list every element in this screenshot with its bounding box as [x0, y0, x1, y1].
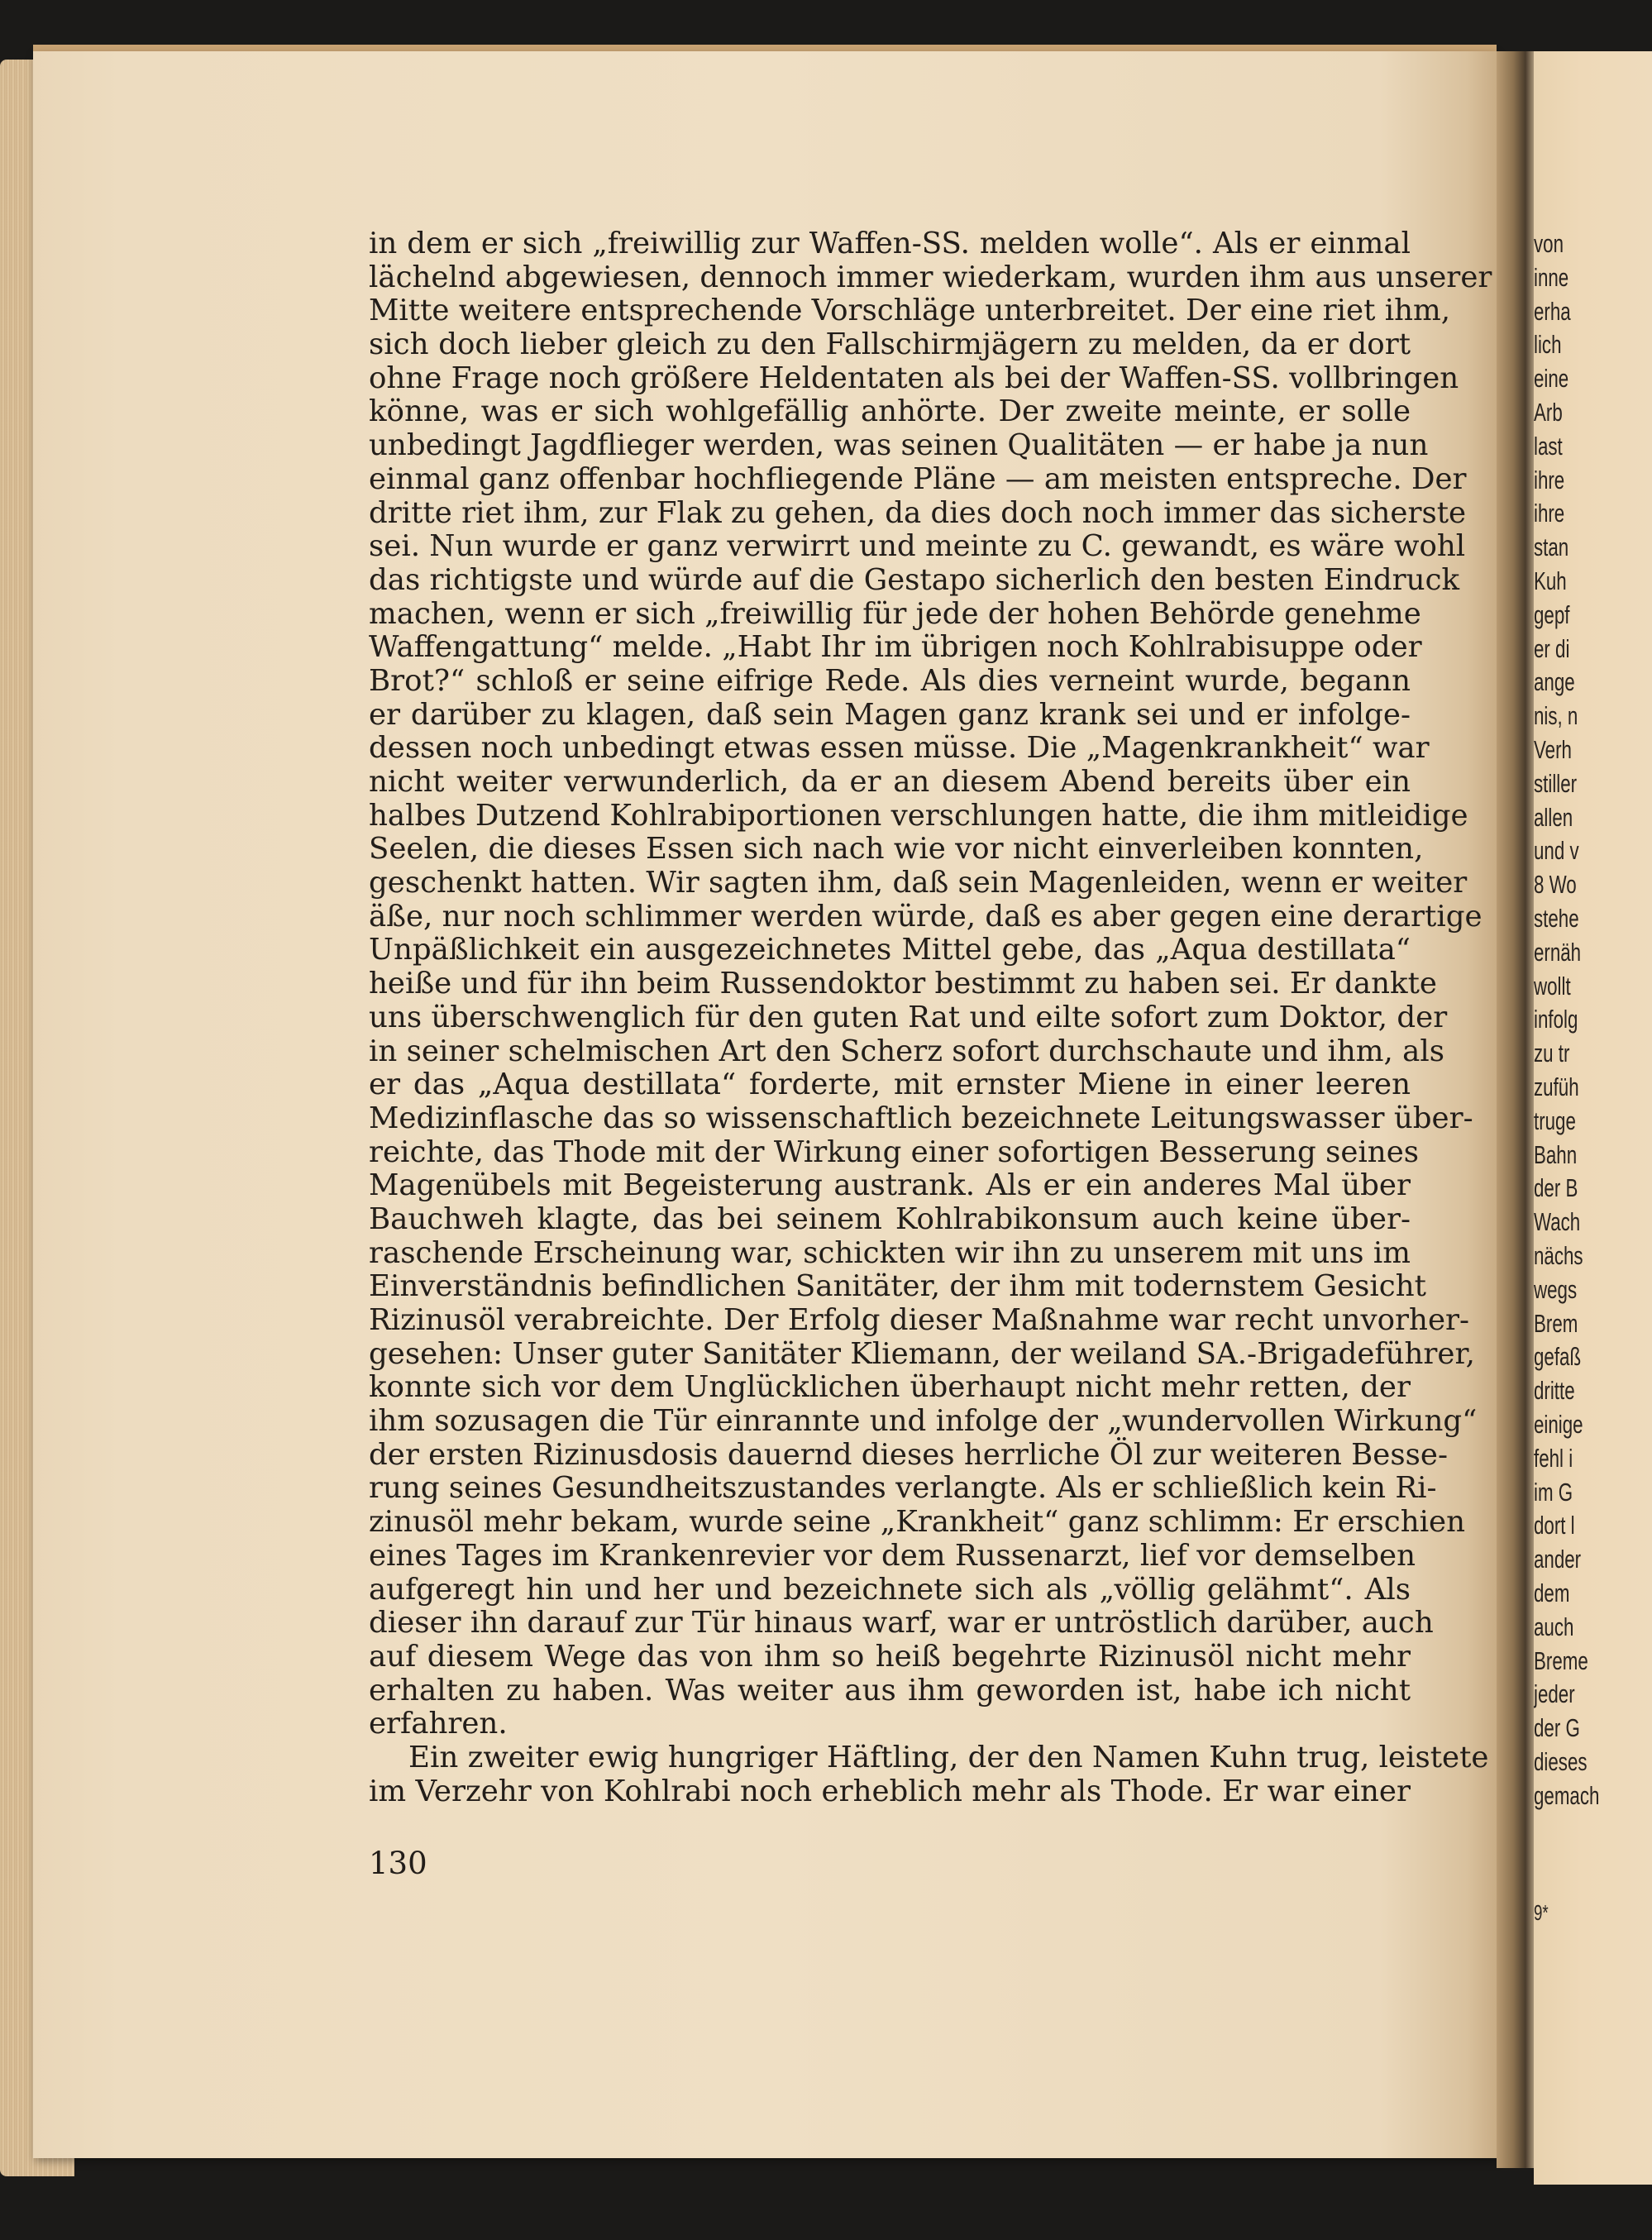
text-line: zinusöl mehr bekam, wurde seine „Krankheit“ ganz schlimm: Er erschien	[369, 1505, 1465, 1540]
text-line: in seiner schelmischen Art den Scherz sofort durchschaute und ihm, als	[369, 1034, 1444, 1068]
text-line: äße, nur noch schlimmer werden würde, daß es aber gegen eine derartige	[369, 899, 1483, 934]
text-line: ihm sozusagen die Tür einrannte und infolge der „wundervollen Wirkung“	[369, 1404, 1478, 1439]
text-line: im Verzehr von Kohlrabi noch erheblich mehr als Thode. Er war einer	[369, 1774, 1411, 1808]
right-page-line-fragment: einige	[1534, 1410, 1583, 1439]
right-page-line-fragment: gepf	[1534, 599, 1570, 629]
text-line: konnte sich vor dem Unglücklichen überhaupt nicht mehr retten, der	[369, 1370, 1411, 1405]
text-line: sei. Nun wurde er ganz verwirrt und meinte zu C. gewandt, es wäre wohl	[369, 529, 1466, 564]
text-line: einmal ganz offenbar hochfliegende Pläne — am meisten entspreche. Der	[369, 461, 1467, 496]
right-page-line-fragment: er di	[1534, 633, 1570, 663]
right-page-line-fragment: ander	[1534, 1545, 1582, 1574]
text-line: er darüber zu klagen, daß sein Magen ganz krank sei und er infolge-	[369, 697, 1411, 732]
right-page-line-fragment: gefaß	[1534, 1342, 1582, 1372]
right-page-line-fragment: Verh	[1534, 735, 1572, 764]
text-line: auf diesem Wege das von ihm so heiß begehrte Rizinusöl nicht mehr	[369, 1639, 1411, 1674]
right-page-line-fragment: auch	[1534, 1612, 1574, 1641]
right-page-line-fragment: dem	[1534, 1579, 1570, 1607]
right-page-line-fragment: fehl i	[1534, 1443, 1573, 1473]
text-line: aufgeregt hin und her und bezeichnete sich als „völlig gelähmt“. Als	[369, 1572, 1411, 1607]
text-line: könne, was er sich wohlgefällig anhörte. Der zweite meinte, er solle	[369, 394, 1411, 429]
text-line: er das „Aqua destillata“ forderte, mit ernster Miene in einer leeren	[369, 1067, 1411, 1102]
right-page-line-fragment: jeder	[1534, 1679, 1575, 1709]
text-line: dessen noch unbedingt etwas essen müsse. Die „Magenkrankheit“ war	[369, 731, 1430, 766]
text-line: dritte riet ihm, zur Flak zu gehen, da dies doch noch immer das sicherste	[369, 495, 1467, 530]
right-page-line-fragment: Arb	[1534, 398, 1563, 427]
right-page-line-fragment: dort l	[1534, 1511, 1575, 1540]
text-line: Brot?“ schloß er seine eifrige Rede. Als dies verneint wurde, begann	[369, 663, 1411, 698]
text-line: heiße und für ihn beim Russendoktor bestimmt zu haben sei. Er dankte	[369, 967, 1437, 1001]
right-page-line-fragment: Breme	[1534, 1645, 1588, 1675]
right-page-line-fragment: Kuh	[1534, 566, 1567, 595]
text-line: eines Tages im Krankenrevier vor dem Russenarzt, lief vor demselben	[369, 1538, 1416, 1573]
right-page-line-fragment: Wach	[1534, 1207, 1581, 1237]
text-line: dieser ihn darauf zur Tür hinaus warf, war er untröstlich darüber, auch	[369, 1606, 1434, 1641]
right-page-line-fragment: stiller	[1534, 768, 1578, 798]
right-page-line-fragment: nis, n	[1534, 701, 1578, 731]
right-page-fragment	[1534, 51, 1652, 2185]
text-line: der ersten Rizinusdosis dauernd dieses herrliche Öl zur weiteren Besse-	[369, 1437, 1448, 1472]
right-page-line-fragment: truge	[1534, 1106, 1576, 1135]
text-line: sich doch lieber gleich zu den Fallschirmjägern zu melden, da er dort	[369, 327, 1411, 362]
right-page-line-fragment: allen	[1534, 802, 1573, 832]
text-line: reichte, das Thode mit der Wirkung einer sofortigen Besserung seines	[369, 1134, 1420, 1169]
right-page-line-fragment: der B	[1534, 1173, 1578, 1203]
text-line: raschende Erscheinung war, schickten wir ihn zu unserem mit uns im	[369, 1235, 1411, 1270]
text-line: Magenübels mit Begeisterung austrank. Als er ein anderes Mal über	[369, 1168, 1411, 1203]
right-page-line-fragment: nächs	[1534, 1241, 1583, 1270]
text-line: machen, wenn er sich „freiwillig für jede der hohen Behörde genehme	[369, 596, 1421, 631]
right-page-line-fragment: zufüh	[1534, 1072, 1579, 1101]
text-line: Unpäßlichkeit ein ausgezeichnetes Mittel gebe, das „Aqua destillata“	[369, 933, 1411, 967]
text-line: Bauchweh klagte, das bei seinem Kohlrabikonsum auch keine über-	[369, 1201, 1411, 1236]
text-line: Seelen, die dieses Essen sich nach wie vor nicht einverleiben konnten,	[369, 832, 1424, 867]
right-page-line-fragment: inne	[1534, 262, 1569, 292]
page-number: 130	[369, 1846, 427, 1881]
text-line: geschenkt hatten. Wir sagten ihm, daß sein Magenleiden, wenn er weiter	[369, 866, 1468, 900]
text-line: ohne Frage noch größere Heldentaten als bei der Waffen-SS. vollbringen	[369, 361, 1459, 395]
text-line: Waffengattung“ melde. „Habt Ihr im übrigen noch Kohlrabisuppe oder	[369, 630, 1422, 665]
right-page-line-fragment: der G	[1534, 1713, 1580, 1743]
right-page-line-fragment: Brem	[1534, 1308, 1578, 1338]
right-page-line-fragment: zu tr	[1534, 1039, 1570, 1068]
right-page-line-fragment: und v	[1534, 836, 1579, 866]
right-page-line-fragment: lich	[1534, 330, 1562, 360]
text-line: lächelnd abgewiesen, dennoch immer wiederkam, wurden ihm aus unserer	[369, 260, 1492, 294]
right-page-line-fragment: von	[1534, 229, 1564, 258]
right-page-line-fragment: wegs	[1534, 1274, 1578, 1304]
text-line: rung seines Gesundheitszustandes verlangte. Als er schließlich kein Ri-	[369, 1471, 1437, 1506]
text-line: Ein zweiter ewig hungriger Häftling, der den Namen Kuhn trug, leistete	[408, 1740, 1489, 1774]
right-page-line-fragment: dritte	[1534, 1376, 1575, 1406]
text-line: uns überschwenglich für den guten Rat und eilte sofort zum Doktor, der	[369, 1000, 1448, 1034]
right-page-line-fragment: ihre	[1534, 499, 1565, 528]
text-line: Medizinflasche das so wissenschaftlich bezeichnete Leitungswasser über-	[369, 1101, 1473, 1135]
text-line: erfahren.	[369, 1707, 508, 1741]
right-page-line-fragment: im G	[1534, 1477, 1573, 1507]
text-line: Rizinusöl verabreichte. Der Erfolg dieser Maßnahme war recht unvorher-	[369, 1303, 1470, 1337]
right-page-line-fragment: ihre	[1534, 465, 1565, 494]
right-page-line-fragment: ernäh	[1534, 937, 1582, 967]
right-page-line-fragment: 8 Wo	[1534, 870, 1577, 900]
text-line: das richtigste und würde auf die Gestapo sicherlich den besten Eindruck	[369, 562, 1460, 597]
text-line: gesehen: Unser guter Sanitäter Kliemann, der weiland SA.-Brigadeführer,	[369, 1336, 1475, 1371]
page-body-text	[369, 227, 1492, 1808]
text-line: nicht weiter verwunderlich, da er an diesem Abend bereits über ein	[369, 765, 1411, 799]
right-page-line-fragment: stehe	[1534, 904, 1579, 933]
right-page-line-fragment: wollt	[1534, 971, 1571, 1001]
right-page-line-fragment: dieses	[1534, 1747, 1588, 1776]
right-page-line-fragment: ange	[1534, 667, 1575, 697]
right-page-line-fragment: eine	[1534, 364, 1569, 394]
right-page-line-fragment: gemach	[1534, 1780, 1600, 1810]
text-line: Mitte weitere entsprechende Vorschläge unterbreitet. Der eine riet ihm,	[369, 294, 1451, 328]
text-line: halbes Dutzend Kohlrabiportionen verschlungen hatte, die ihm mitleidige	[369, 798, 1468, 833]
right-page-line-fragment: Bahn	[1534, 1139, 1578, 1169]
text-line: unbedingt Jagdflieger werden, was seinen Qualitäten — er habe ja nun	[369, 428, 1429, 463]
right-page-line-fragment: erha	[1534, 296, 1571, 326]
text-line: in dem er sich „freiwillig zur Waffen-SS. melden wolle“. Als er einmal	[369, 227, 1411, 260]
right-page-line-fragment: infolg	[1534, 1005, 1578, 1034]
right-page-line-fragment: last	[1534, 431, 1563, 461]
book-gutter	[1497, 51, 1538, 2168]
text-line: Einverständnis befindlichen Sanitäter, der ihm mit todernstem Gesicht	[369, 1269, 1426, 1304]
text-line: erhalten zu haben. Was weiter aus ihm geworden ist, habe ich nicht	[369, 1673, 1411, 1707]
right-page-signature-mark: 9*	[1534, 1900, 1549, 1925]
right-page-line-fragment: stan	[1534, 533, 1569, 562]
